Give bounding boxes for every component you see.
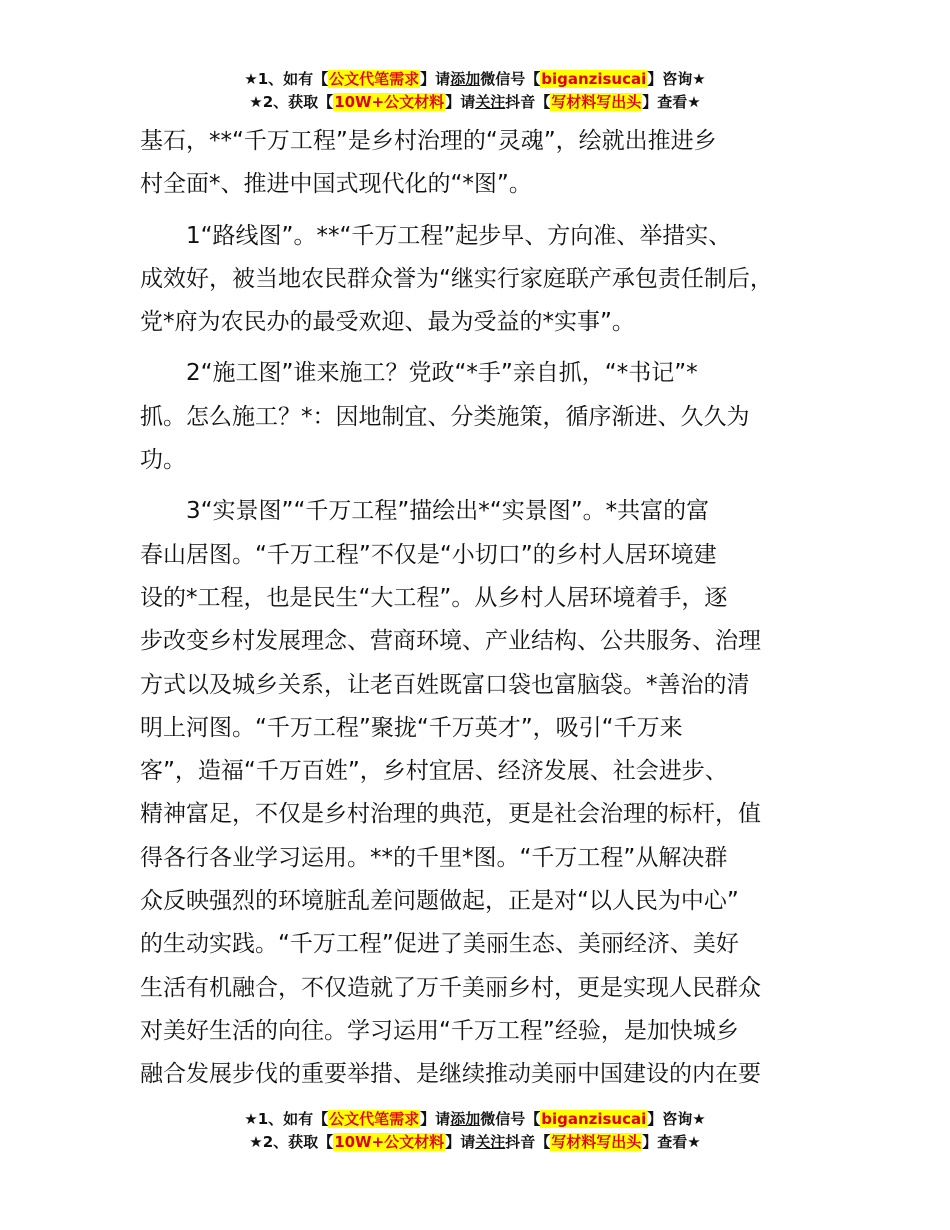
- banner-text: ★2、获取【: [249, 93, 334, 111]
- banner-highlight: 公文代笔需求: [329, 1110, 420, 1128]
- banner-highlight: 10W+公文材料: [334, 93, 445, 111]
- paragraph-2: [140, 215, 830, 345]
- text-line: 春山居图。“千万工程”不仅是“小切口”的乡村人居环境建: [140, 541, 717, 568]
- banner-underline: 添加: [450, 70, 481, 88]
- banner-text: ★2、获取【: [249, 1133, 334, 1151]
- banner-highlight: 10W+公文材料: [334, 1133, 445, 1151]
- text-line: 1“路线图”。**“千万工程”起步早、方向准、举措实、: [186, 222, 732, 249]
- banner-text: 】请: [445, 1133, 476, 1151]
- text-line: 步改变乡村发展理念、营商环境、产业结构、公共服务、治理: [140, 628, 761, 655]
- banner-text: 】查看★: [642, 93, 701, 111]
- text-line: 对美好生活的向往。学习运用“千万工程”经验，是加快城乡: [140, 1017, 739, 1044]
- banner-text: 微信号【: [480, 70, 541, 88]
- banner-text: ★1、如有【: [244, 1110, 329, 1128]
- document-body: [140, 120, 830, 1097]
- banner-highlight: biganzisucai: [541, 1110, 647, 1128]
- banner-text: 】咨询★: [647, 70, 706, 88]
- text-line: 的生动实践。“千万工程”促进了美丽生态、美丽经济、美好: [140, 931, 739, 958]
- banner-text: 微信号【: [480, 1110, 541, 1128]
- banner-text: 】请: [420, 70, 451, 88]
- header-banner: [0, 68, 950, 114]
- banner-underline: 添加: [450, 1110, 481, 1128]
- banner-underline: 关注: [475, 1133, 506, 1151]
- text-line: 村全面*、推进中国式现代化的“*图”。: [140, 171, 532, 198]
- text-line: 生活有机融合，不仅造就了万千美丽乡村，更是实现人民群众: [140, 974, 761, 1001]
- text-line: 融合发展步伐的重要举措、是继续推动美丽中国建设的内在要: [140, 1061, 761, 1088]
- banner-line-1: [0, 1108, 950, 1131]
- banner-text: 】请: [445, 93, 476, 111]
- text-line: 方式以及城乡关系，让老百姓既富口袋也富脑袋。*善治的清: [140, 671, 750, 698]
- text-line: 成效好，被当地农民群众誉为“继实行家庭联产承包责任制后，: [140, 265, 773, 292]
- banner-underline: 关注: [475, 93, 506, 111]
- banner-text: 抖音【: [505, 93, 551, 111]
- banner-highlight: 写材料写出头: [551, 93, 642, 111]
- paragraph-1: [140, 120, 830, 207]
- paragraph-4: [140, 490, 830, 1096]
- text-line: 得各行各业学习运用。**的千里*图。“千万工程”从解决群: [140, 844, 728, 871]
- banner-highlight: 公文代笔需求: [329, 70, 420, 88]
- banner-line-2: [0, 1131, 950, 1154]
- banner-line-1: [0, 68, 950, 91]
- banner-text: 】请: [420, 1110, 451, 1128]
- banner-line-2: [0, 91, 950, 114]
- text-line: 明上河图。“千万工程”聚拢“千万英才”，吸引“千万来: [140, 714, 683, 741]
- text-line: 抓。怎么施工？*：因地制宜、分类施策，循序渐进、久久为: [140, 403, 750, 430]
- text-line: 客”，造福“千万百姓”，乡村宜居、经济发展、社会进步、: [140, 758, 728, 785]
- text-line: 2“施工图”谁来施工？党政“*手”亲自抓，“*书记”*: [186, 360, 698, 387]
- text-line: 功。: [140, 447, 186, 474]
- text-line: 基石，**“千万工程”是乡村治理的“灵魂”，绘就出推进乡: [140, 128, 717, 154]
- banner-highlight: 写材料写出头: [551, 1133, 642, 1151]
- text-line: 众反映强烈的环境脏乱差问题做起，正是对“以人民为中心”: [140, 888, 739, 915]
- banner-text: ★1、如有【: [244, 70, 329, 88]
- banner-text: 抖音【: [505, 1133, 551, 1151]
- text-line: 精神富足，不仅是乡村治理的典范，更是社会治理的标杆，值: [140, 801, 761, 828]
- banner-text: 】咨询★: [647, 1110, 706, 1128]
- footer-banner: [0, 1108, 950, 1154]
- banner-text: 】查看★: [642, 1133, 701, 1151]
- text-line: 党*府为农民办的最受欢迎、最为受益的*实事”。: [140, 309, 635, 336]
- text-line: 设的*工程，也是民生“大工程”。从乡村人居环境着手，逐: [140, 584, 728, 611]
- paragraph-3: [140, 352, 830, 482]
- text-line: 3“实景图”“千万工程”描绘出*“实景图”。*共富的富: [186, 498, 710, 525]
- banner-highlight: biganzisucai: [541, 70, 647, 88]
